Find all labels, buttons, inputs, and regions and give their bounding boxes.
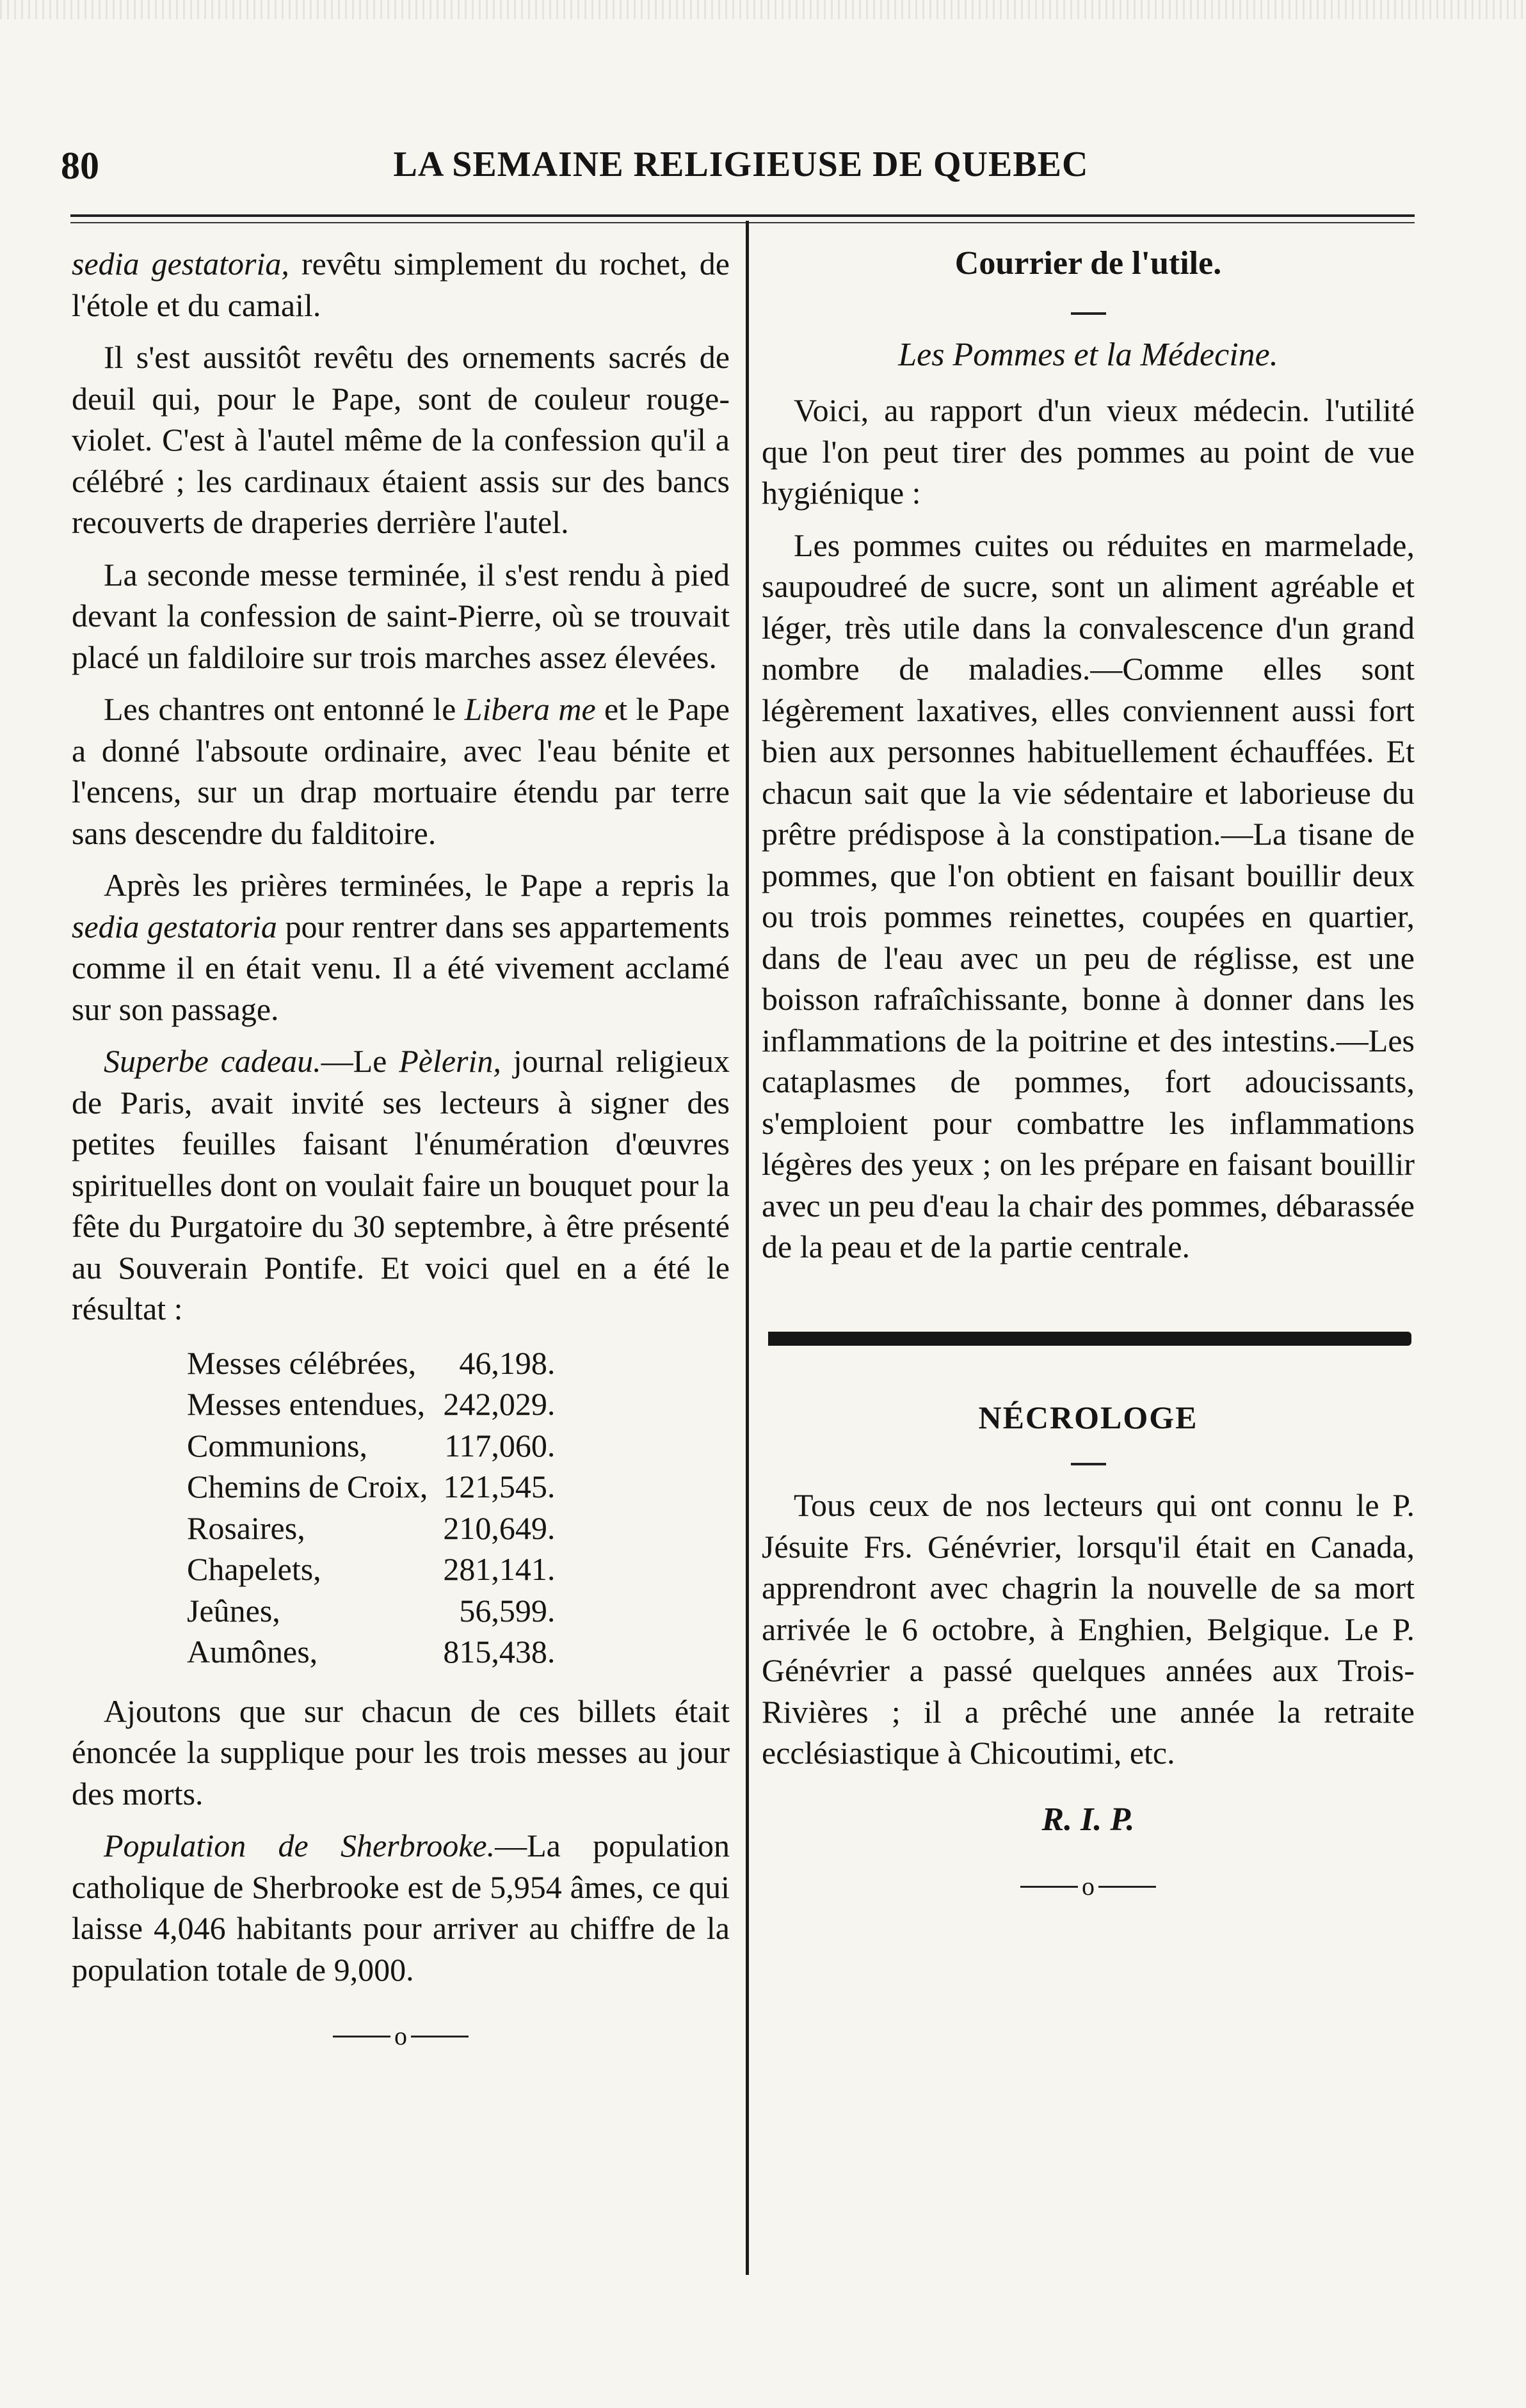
paragraph: [72, 243, 730, 326]
article-title: Les Pommes et la Médecine.: [898, 336, 1278, 373]
right-column: [762, 243, 1415, 1908]
paragraph-text: pour rentrer dans ses appartements comme il en était venu. Il a été vivement acclamé sur son passage.: [72, 908, 730, 1027]
paragraph: Les pommes cuites ou réduites en marmelade, saupoudreé de sucre, sont un aliment agréable et léger, très utile dans la convalescence d'un grand nombre de maladies.—Comme elles sont légèrement laxatives, elles conviennent aussi fort bien aux personnes habituellement échauffées. Et chacun sait que la vie sédentaire et laborieuse du prêtre prédispose à la constipation.—La tisane de pommes, que l'on obtient en faisant bouillir deux ou trois pommes reinettes, coupées en quartier, dans de l'eau avec un peu de réglisse, est une boisson rafraîchissante, bonne à donner dans les inflammations de la poitrine et des intestins.—Les cataplasmes de pommes, fort adoucissants, s'emploient pour combattre les inflammations légères des yeux ; on les prépare en faisant bouillir avec un peu d'eau la chair des pommes, débarassée de la peau et de la partie centrale.: [762, 527, 1415, 1264]
paragraph: [72, 1825, 730, 1990]
statistics-table: [187, 1343, 730, 1673]
italic-text: Population de Sherbrooke.: [104, 1828, 495, 1863]
table-row: Messes entendues, 242,029.: [187, 1386, 556, 1422]
table-row: Jeûnes, 56,599.: [187, 1592, 556, 1629]
table-row: Aumônes, 815,438.: [187, 1634, 556, 1670]
italic-text: Pèlerin,: [399, 1043, 501, 1079]
running-title: LA SEMAINE RELIGIEUSE DE QUEBEC: [393, 145, 1089, 184]
section-separator-bar: [768, 1332, 1411, 1346]
heading-dash: [762, 1447, 1415, 1473]
page-number: 80: [61, 145, 99, 187]
italic-text: Libera me: [464, 691, 596, 727]
section-ornament: o: [762, 1863, 1415, 1908]
paragraph-text: —Le: [321, 1043, 399, 1079]
table-row: Messes célébrées, 46,198.: [187, 1344, 556, 1381]
top-edge-speckle: [0, 0, 1526, 19]
paragraph: Voici, au rapport d'un vieux médecin. l'utilité que l'on peut tirer des pommes au point de vue hygiénique :: [762, 392, 1415, 511]
paragraph: [72, 689, 730, 854]
paragraph-text: et le Pape a donné l'absoute ordinaire, avec l'eau bénite et l'encens, sur un drap mortuaire étendu par terre sans descendre du falditoire.: [72, 691, 730, 851]
paragraph: [72, 1041, 730, 1330]
paragraph: La seconde messe terminée, il s'est rendu à pied devant la confession de saint-Pierre, où se trouvait placé un faldiloire sur trois marches assez élevées.: [72, 556, 730, 675]
italic-text: sedia gestatoria,: [72, 246, 289, 282]
table-row: Rosaires, 210,649.: [187, 1510, 556, 1546]
rip-signature: R. I. P.: [1041, 1801, 1135, 1838]
paragraph: Il s'est aussitôt revêtu des ornements sacrés de deuil qui, pour le Pape, sont de couleur rouge-violet. C'est à l'autel même de la confession qu'il a célébré ; les cardinaux étaient assis sur des bancs recouverts de draperies derrière l'autel.: [72, 339, 730, 540]
paragraph: Ajoutons que sur chacun de ces billets était énoncée la supplique pour les trois messes au jour des morts.: [72, 1693, 730, 1812]
header-rule: [70, 214, 1415, 217]
heading-dash: [762, 298, 1415, 323]
paragraph-text: Les chantres ont entonné le: [104, 691, 465, 727]
table-row: Communions, 117,060.: [187, 1427, 556, 1463]
italic-text: Superbe cadeau.: [104, 1043, 321, 1079]
paragraph-text: journal religieux de Paris, avait invité ses lecteurs à signer des petites feuilles faisant l'énumération d'œuvres spirituelles dont on voulait faire un bouquet pour la fête du Purgatoire du 30 septembre, à être présenté au Souverain Pontife. Et voici quel en a été le résultat :: [72, 1043, 730, 1327]
paragraph-text: revêtu simplement du rochet, de l'étole et du camail.: [72, 246, 730, 323]
page-header: [61, 144, 1421, 189]
table-row: Chemins de Croix, 121,545.: [187, 1469, 556, 1504]
header-rule-thin: [70, 222, 1415, 223]
paragraph-text: Après les prières terminées, le Pape a repris la: [104, 867, 730, 903]
paragraph-text: —La population catholique de Sherbrooke est de 5,954 âmes, ce qui laisse 4,046 habitants pour arriver au chiffre de la population totale de 9,000.: [72, 1828, 730, 1988]
column-divider: [746, 221, 749, 2275]
table-row: Chapelets, 281,141.: [187, 1551, 556, 1587]
italic-text: sedia gestatoria: [72, 908, 277, 945]
section-heading: Courrier de l'utile.: [954, 245, 1222, 282]
paragraph: [72, 865, 730, 1030]
paragraph: Tous ceux de nos lecteurs qui ont connu le P. Jésuite Frs. Génévrier, lorsqu'il était en Canada, apprendront avec chagrin la nouvelle de sa mort arrivée le 6 octobre, à Enghien, Belgique. Le P. Génévrier a passé quelques années aux Trois-Rivières ; il a prêché une année la retraite ecclésiastique à Chicoutimi, etc.: [762, 1487, 1415, 1771]
left-column: [72, 243, 730, 2057]
section-ornament: o: [72, 2013, 730, 2057]
necrology-heading: NÉCROLOGE: [978, 1399, 1198, 1435]
